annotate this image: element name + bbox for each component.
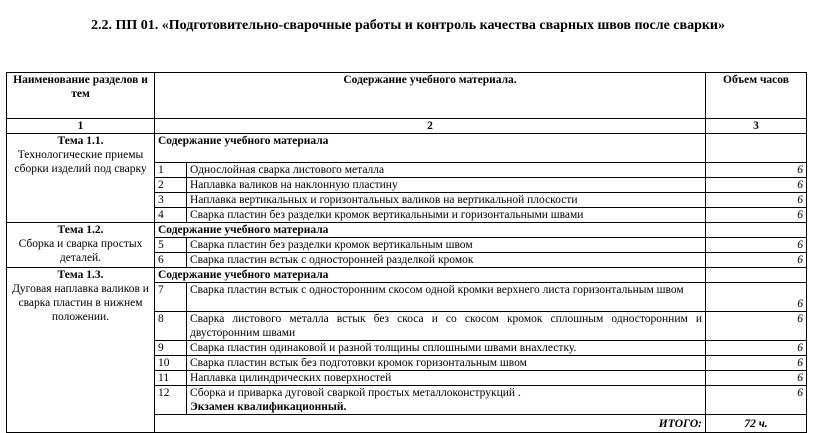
item-text: Наплавка вертикальных и горизонтальных валиков на вертикальной плоскости xyxy=(187,193,706,208)
item-hours: 6 xyxy=(706,238,807,253)
item-text: Сварка пластин без разделки кромок вертикальными и горизонтальными швами xyxy=(187,208,706,223)
table-row xyxy=(7,223,807,238)
item-number: 6 xyxy=(155,253,187,268)
item-number: 1 xyxy=(155,163,187,178)
header-content: Содержание учебного материала. xyxy=(155,73,706,119)
header-name: Наименование разделов и тем xyxy=(7,73,155,119)
item-hours: 6 xyxy=(706,163,807,178)
col-number-3: 3 xyxy=(706,119,807,134)
topic-subtitle: Технологические приемы сборки изделий под сварку xyxy=(14,149,147,175)
item-number: 9 xyxy=(155,341,187,356)
topic-title: Тема 1.1. xyxy=(57,135,104,147)
col-number-2: 2 xyxy=(155,119,706,134)
item-hours: 6 xyxy=(706,356,807,371)
content-heading: Содержание учебного материала xyxy=(155,134,706,163)
document-title: 2.2. ПП 01. «Подготовительно-сварочные работы и контроль качества сварных швов после сварки» xyxy=(91,18,725,33)
item-hours: 6 xyxy=(706,312,807,341)
item-hours: 6 xyxy=(706,193,807,208)
item-hours: 6 xyxy=(706,341,807,356)
column-number-row xyxy=(7,119,807,134)
table-row xyxy=(7,134,807,163)
item-number: 3 xyxy=(155,193,187,208)
item-text: Сварка пластин встык с односторонней разделкой кромок xyxy=(187,253,706,268)
table-row xyxy=(7,268,807,283)
item-number: 7 xyxy=(155,283,187,312)
item-number: 10 xyxy=(155,356,187,371)
item-number: 8 xyxy=(155,312,187,341)
hours-cell xyxy=(706,223,807,238)
topic-1-1-cell xyxy=(7,134,155,223)
table-header-row xyxy=(7,73,807,119)
total-label: ИТОГО: xyxy=(155,415,706,433)
item-text: Сварка пластин без разделки кромок вертикальным швом xyxy=(187,238,706,253)
topic-subtitle: Сборка и сварка простых деталей. xyxy=(18,238,143,264)
item-hours: 6 xyxy=(706,208,807,223)
item-number: 11 xyxy=(155,371,187,386)
item-hours: 6 xyxy=(706,253,807,268)
item-hours: 6 xyxy=(706,178,807,193)
topic-1-2-cell xyxy=(7,223,155,268)
topic-title: Тема 1.2. xyxy=(57,224,104,236)
item-text: Наплавка валиков на наклонную пластину xyxy=(187,178,706,193)
item-text: Сварка пластин встык с односторонним скосом одной кромки верхнего листа горизонтальным швом xyxy=(187,283,706,312)
exam-label: Экзамен квалификационный. xyxy=(190,401,347,413)
item-hours: 6 xyxy=(706,371,807,386)
item-text-cell xyxy=(187,386,706,415)
item-hours: 6 xyxy=(706,283,807,312)
item-hours: 6 xyxy=(706,386,807,415)
item-number: 12 xyxy=(155,386,187,415)
content-heading: Содержание учебного материала xyxy=(155,223,706,238)
topic-title: Тема 1.3. xyxy=(57,269,104,281)
hours-cell xyxy=(706,268,807,283)
item-number: 5 xyxy=(155,238,187,253)
topic-subtitle: Дуговая наплавка валиков и сварка пластин в нижнем положении. xyxy=(12,283,149,323)
content-heading: Содержание учебного материала xyxy=(155,268,706,283)
item-text: Наплавка цилиндрических поверхностей xyxy=(187,371,706,386)
total-value: 72 ч. xyxy=(706,415,807,433)
item-number: 2 xyxy=(155,178,187,193)
hours-cell xyxy=(706,134,807,163)
item-text: Однослойная сварка листового металла xyxy=(187,163,706,178)
header-hours: Объем часов xyxy=(706,73,807,119)
item-number: 4 xyxy=(155,208,187,223)
curriculum-table xyxy=(6,72,807,433)
item-text: Сварка пластин одинаковой и разной толщины сплошными швами внахлестку. xyxy=(187,341,706,356)
item-text: Сварка листового металла встык без скоса и со скосом кромок сплошным односторонним и двусторонним швами xyxy=(187,312,706,341)
item-text: Сварка пластин встык без подготовки кромок горизонтальным швом xyxy=(187,356,706,371)
topic-1-3-cell xyxy=(7,268,155,433)
item-text: Сборка и приварка дуговой сваркой простых металлоконструкций . xyxy=(190,387,521,399)
col-number-1: 1 xyxy=(7,119,155,134)
